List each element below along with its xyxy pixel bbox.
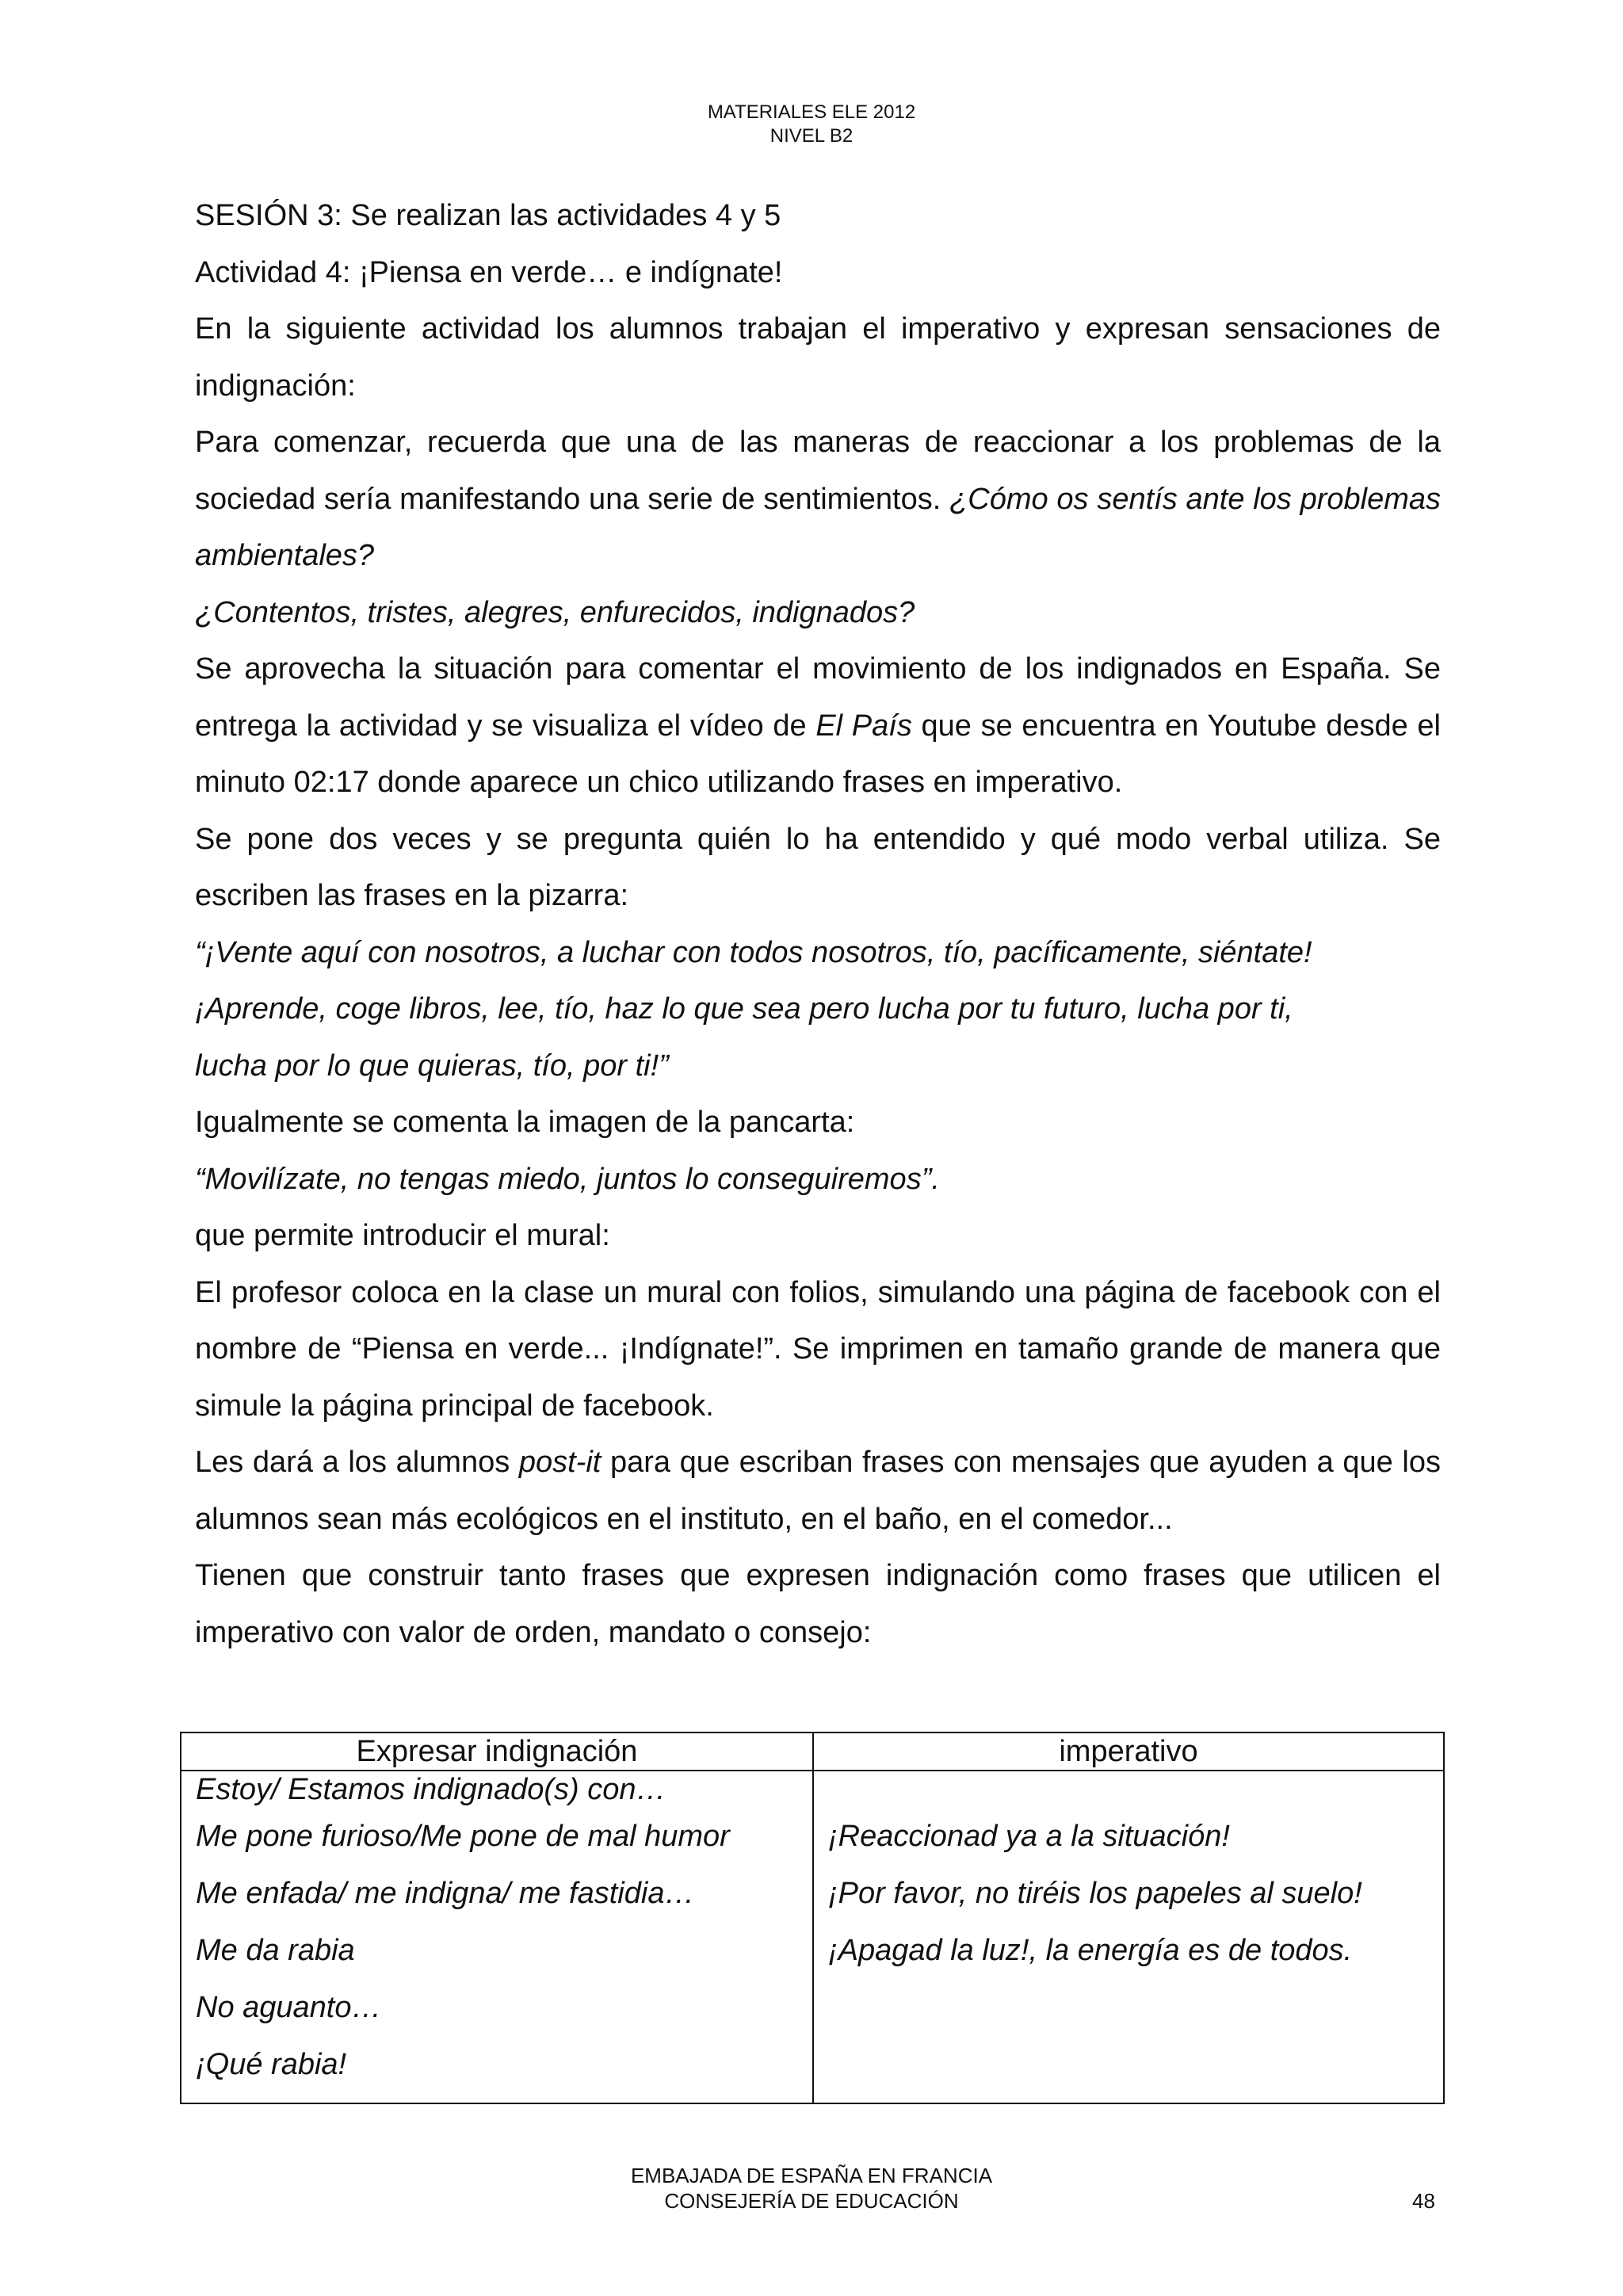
- list-item: ¡Qué rabia!: [196, 2048, 347, 2081]
- quote-line-3: lucha por lo que quieras, tío, por ti!”: [195, 1049, 669, 1083]
- paragraph-start-text: Para comenzar, recuerda que una de las maneras de reaccionar a los problemas de la sociedad sería manifestando una serie de sentimientos.: [195, 426, 1441, 516]
- paragraph-mural: El profesor coloca en la clase un mural con folios, simulando una página de facebook con el nombre de “Piensa en verde... ¡Indígnate!”. Se imprimen en tamaño grande de manera que simule la página principal de facebook.: [195, 1275, 1441, 1423]
- paragraph-repeat: Se pone dos veces y se pregunta quién lo ha entendido y qué modo verbal utiliza. Se escriben las frases en la pizarra:: [195, 822, 1441, 912]
- session-heading: SESIÓN 3: Se realizan las actividades 4 y 5: [195, 199, 781, 232]
- table-header-indignation: Expresar indignación: [181, 1733, 813, 1771]
- paragraph-video: [195, 641, 1441, 812]
- list-item: Me pone furioso/Me pone de mal humor: [196, 1820, 730, 1853]
- paragraph-construct: Tienen que construir tanto frases que expresen indignación como frases que utilicen el imperativo con valor de orden, mandato o consejo:: [195, 1559, 1441, 1649]
- header-line-1: MATERIALES ELE 2012: [707, 101, 916, 123]
- banner-quote: “Movilízate, no tengas miedo, juntos lo conseguiremos”.: [195, 1162, 940, 1196]
- video-text-1: Se aprovecha la situación para comentar el movimiento de los indignados en España. Se entrega la actividad y se visualiza el vídeo de: [195, 652, 1441, 743]
- list-item: Estoy/ Estamos indignado(s) con…: [196, 1773, 666, 1806]
- paragraph-intro: En la siguiente actividad los alumnos trabajan el imperativo y expresan sensaciones de indignación:: [195, 312, 1441, 403]
- paragraph-feelings: [195, 585, 1441, 642]
- paragraph-postit: Les dará a los alumnos post-it para que escriban frases con mensajes que ayuden a que los alumnos sean más ecológicos en el instituto, en el baño, en el comedor...: [195, 1446, 1441, 1536]
- page-footer: [0, 2163, 1623, 2214]
- footer-line-2: CONSEJERÍA DE EDUCACIÓN: [664, 2189, 959, 2213]
- list-item: ¡Por favor, no tiréis los papeles al suelo!: [828, 1877, 1362, 1910]
- header-line-2: NIVEL B2: [769, 125, 854, 147]
- paragraph-start: [195, 415, 1441, 585]
- list-item: Me enfada/ me indigna/ me fastidia…: [196, 1877, 695, 1910]
- document-body: [195, 188, 1441, 1661]
- quote-line-2: ¡Aprende, coge libros, lee, tío, haz lo que sea pero lucha por tu futuro, lucha por ti,: [195, 992, 1293, 1026]
- paragraph-banner: Igualmente se comenta la imagen de la pancarta:: [195, 1106, 855, 1139]
- list-item: ¡Reaccionad ya a la situación!: [828, 1820, 1230, 1853]
- footer-line-1: EMBAJADA DE ESPAÑA EN FRANCIA: [630, 2164, 993, 2187]
- video-text-2: que se encuentra en Youtube desde el minuto 02:17 donde aparece un chico utilizando frases en imperativo.: [195, 709, 1441, 799]
- page-number: 48: [1412, 2189, 1435, 2213]
- list-item: No aguanto…: [196, 1991, 382, 2024]
- list-item: ¡Apagad la luz!, la energía es de todos.: [828, 1934, 1353, 1967]
- indignation-column: [181, 1771, 813, 2103]
- page-header: [0, 101, 1623, 148]
- feelings-question: ¿Contentos, tristes, alegres, enfurecidos, indignados?: [195, 595, 915, 629]
- postit-term: post-it: [518, 1446, 601, 1479]
- video-source: El País: [815, 709, 912, 743]
- paragraph-mural-intro: que permite introducir el mural:: [195, 1219, 610, 1252]
- activity-heading: Actividad 4: ¡Piensa en verde… e indígnate!: [195, 255, 783, 289]
- list-item: Me da rabia: [196, 1934, 355, 1967]
- imperative-column: [813, 1771, 1444, 2103]
- table-header-imperative: imperativo: [813, 1733, 1444, 1771]
- expressions-table: [180, 1732, 1445, 2104]
- paragraph-start-question: ¿Cómo os sentís ante los problemas ambientales?: [195, 482, 1441, 572]
- quote-line-1: “¡Vente aquí con nosotros, a luchar con todos nosotros, tío, pacíficamente, siéntate!: [195, 935, 1312, 969]
